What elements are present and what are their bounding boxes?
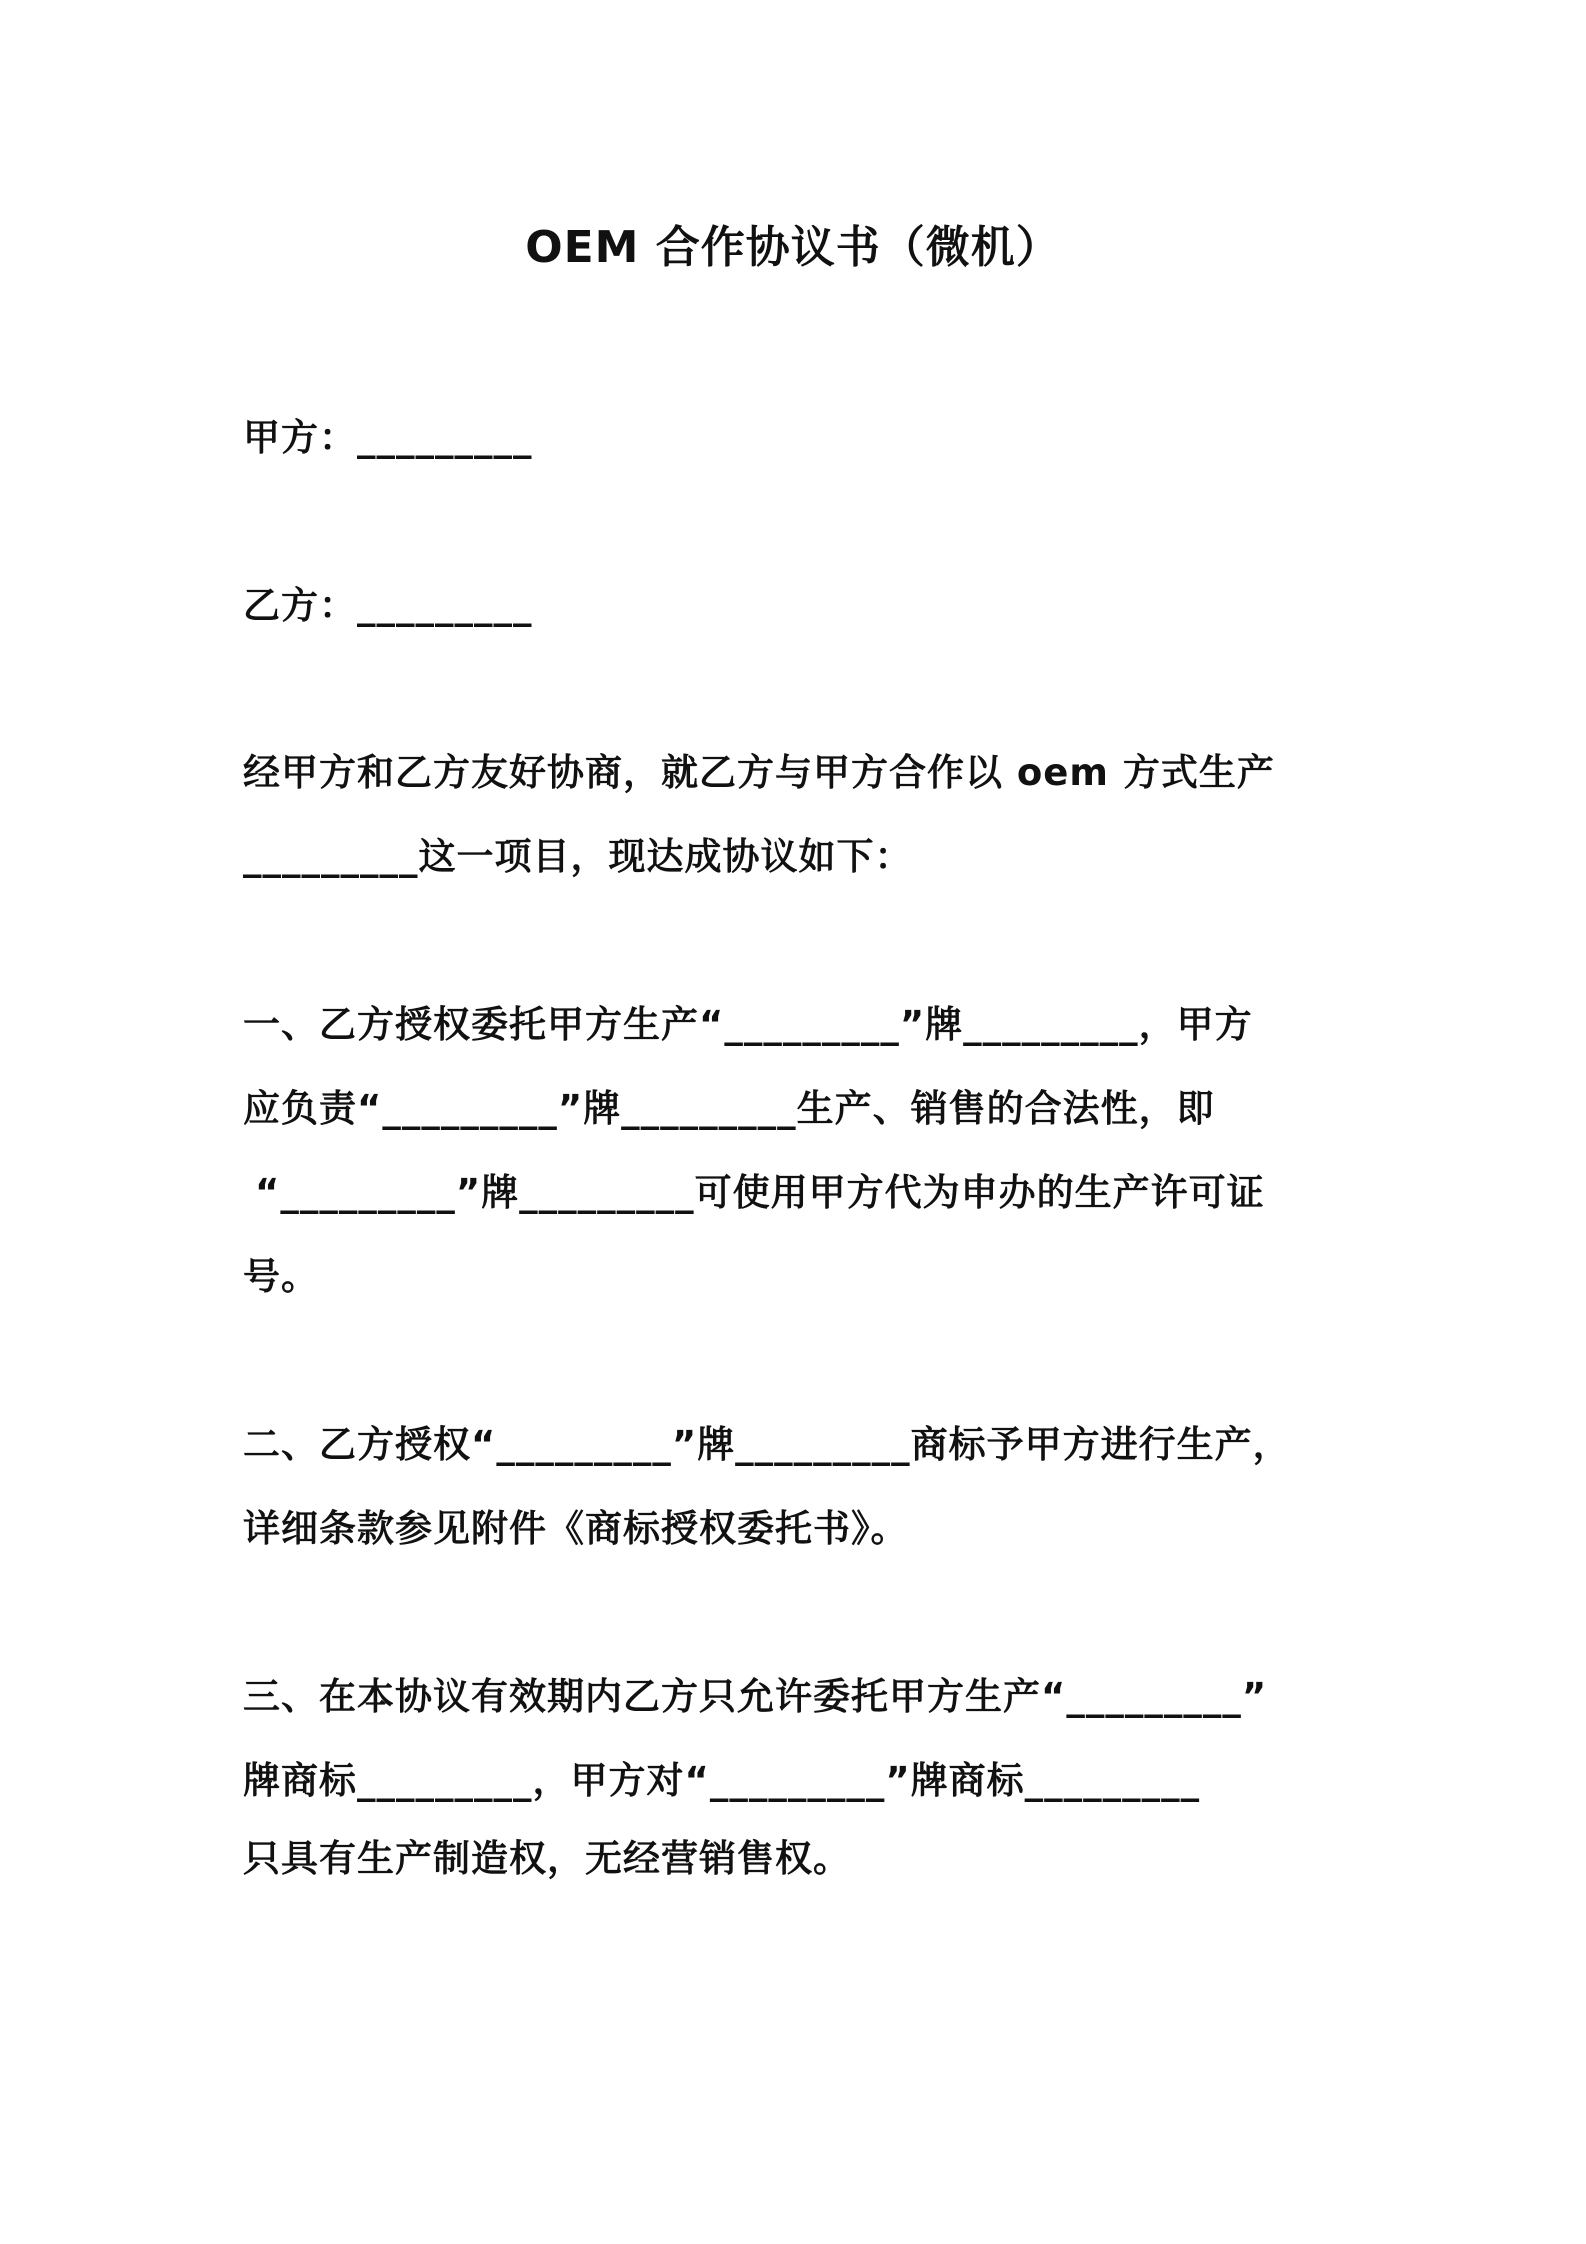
party-b-line	[243, 564, 1363, 648]
clause-2-line-2: 详细条款参见附件《商标授权委托书》。	[243, 1507, 909, 1550]
party-a-text: 甲方：_________	[243, 416, 533, 459]
clause-2-line-1: 二、乙方授权“_________”牌_________商标予甲方进行生产，	[243, 1423, 1291, 1466]
party-b-text: 乙方：_________	[243, 584, 533, 627]
clause-3-line-2: 牌商标_________，甲方对“_________”牌商标_________	[243, 1759, 1201, 1802]
clause-1-line-3: “_________”牌_________可使用甲方代为申办的生产许可证	[255, 1171, 1265, 1214]
clause-3-line-1: 三、在本协议有效期内乙方只允许委托甲方生产“_________”	[243, 1675, 1268, 1718]
clause-3-line-3: 只具有生产制造权，无经营销售权。	[243, 1837, 851, 1880]
party-a-line	[243, 396, 1363, 480]
intro-line-1: 经甲方和乙方友好协商，就乙方与甲方合作以 oem 方式生产	[243, 751, 1275, 794]
clause-3-paragraph	[243, 1655, 1363, 1901]
clause-2-paragraph	[243, 1403, 1363, 1571]
document-title: OEM 合作协议书（微机）	[525, 222, 1061, 273]
clause-1-line-2: 应负责“_________”牌_________生产、销售的合法性，即	[243, 1087, 1215, 1130]
clause-1-line-4: 号。	[243, 1255, 319, 1298]
clause-1-paragraph	[243, 983, 1363, 1319]
clause-1-line-1: 一、乙方授权委托甲方生产“_________”牌_________，甲方	[243, 1003, 1253, 1046]
intro-paragraph	[243, 731, 1363, 899]
intro-line-2: _________这一项目，现达成协议如下：	[243, 835, 913, 878]
